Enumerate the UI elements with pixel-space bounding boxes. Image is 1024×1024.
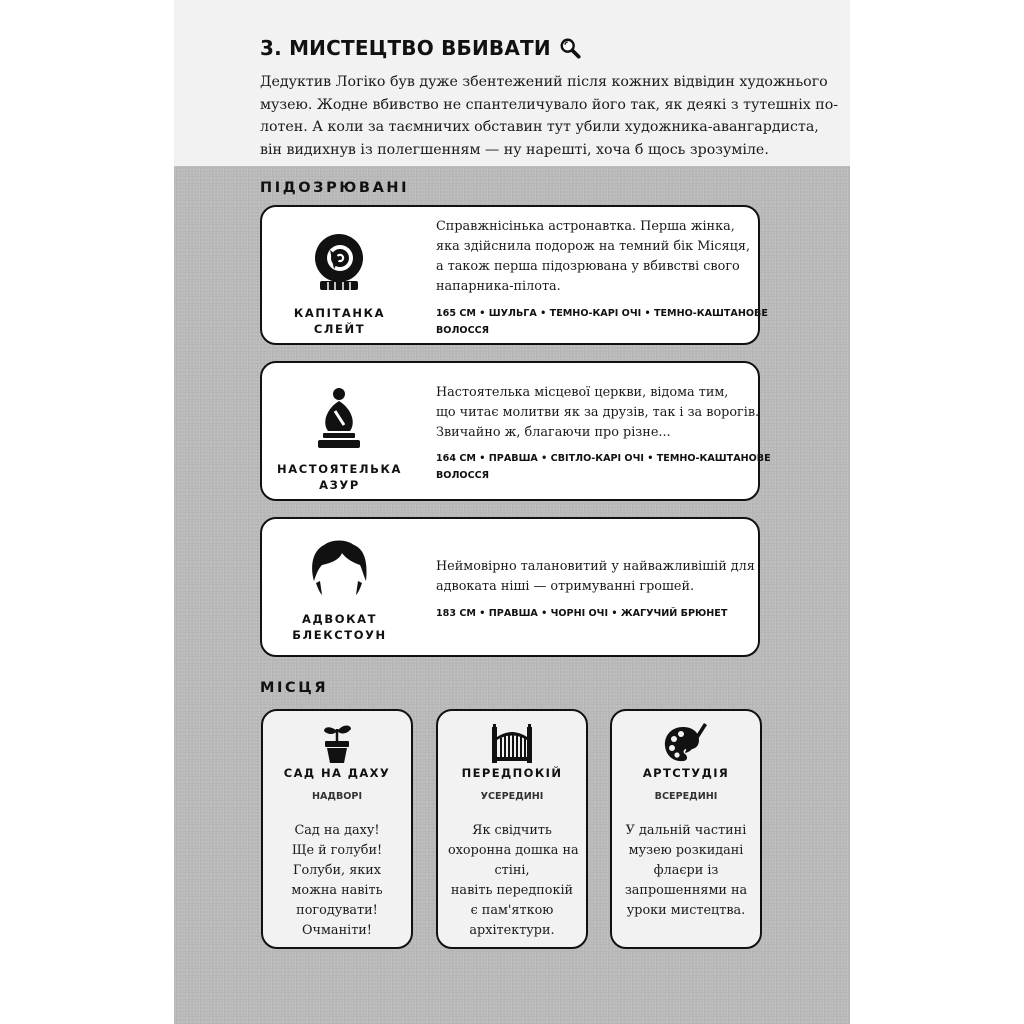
description-line: Справжнісінька астронавтка. Перша жінка, [436,219,735,234]
suspect-description [436,557,755,597]
place-environment: УСЕРЕДИНІ [480,791,544,802]
stats-line: 183 СМ • ПРАВША • ЧОРНІ ОЧІ • ЖАГУЧИЙ БРЮНЕТ [436,608,728,619]
description-line: можна навіть [291,883,383,898]
intro-line: Дедуктив Логіко був дуже збентежений після кожних відвідин художнього [260,74,828,90]
chapter-title [260,36,581,60]
intro-line: музею. Жодне вбивство не спантеличувало його так, як деякі з тутешніх по- [260,96,839,113]
description-line: є пам'яткою [470,903,554,918]
description-line: флаєри із [653,863,719,878]
description-line: навіть передпокій [450,883,574,898]
suspect-card-advocate-blackstone [260,517,760,657]
place-description [622,821,750,921]
place-environment: ВСЕРЕДИНІ [654,791,718,802]
place-name: ПЕРЕДПОКІЙ [461,766,563,780]
places-heading: МІСЦЯ [260,680,329,696]
palette-icon [663,723,709,765]
suspect-name-line: СЛЕЙТ [313,322,366,336]
place-card-roof-garden [261,709,413,949]
place-description [448,821,579,941]
description-line: Сад на даху! [294,823,380,838]
description-line: музею розкидані [628,843,744,858]
stats-line: 164 СМ • ПРАВША • СВІТЛО-КАРІ ОЧІ • ТЕМНО-КАШТАНОВЕ [436,453,771,464]
suspect-stats [436,305,768,339]
suspect-name [262,305,417,337]
description-line: Звичайно ж, благаючи про різне... [436,425,671,440]
description-line: а також перша підозрювана у вбивстві свого [436,259,740,274]
intro-line: лотен. А коли за таємничих обставин тут убили художника-авангардиста, [260,119,819,135]
description-line: Очманіти! [302,923,372,938]
chess-bishop-icon [306,385,372,451]
suspect-name-line: НАСТОЯТЕЛЬКА [277,462,402,476]
description-line: Як свідчить [472,823,552,838]
description-line: У дальній частині [625,823,747,838]
description-line: яка здійснила подорож на темний бік Місяця, [436,239,751,254]
description-line: Голуби, яких [292,863,382,878]
place-environment: НАДВОРІ [311,791,363,802]
suspect-name-line: АЗУР [319,478,360,492]
description-line: погодувати! [296,903,378,918]
suspect-card-abbess-azure [260,361,771,501]
chapter-intro [174,0,850,166]
place-card-art-studio [610,709,762,949]
description-line: що читає молитви як за друзів, так і за ворогів. [436,405,760,420]
suspects-heading: ПІДОЗРЮВАНІ [260,180,410,196]
description-line: запрошеннями на [624,883,748,898]
place-description [273,821,401,941]
suspect-stats [436,605,748,622]
suspect-card-captain-slate [260,205,768,345]
place-name: АРТСТУДІЯ [642,766,730,780]
place-name: САД НА ДАХУ [283,766,391,780]
intro-paragraph [260,71,839,161]
suspect-description [436,383,760,443]
suspect-name-line: АДВОКАТ [301,612,378,626]
description-line: адвоката ніші — отримуванні грошей. [436,579,695,594]
description-line: уроки мистецтва. [626,903,746,918]
suspect-name-line: БЛЕКСТОУН [292,628,387,642]
description-line: Ще й голуби! [291,843,383,858]
place-card-hallway [436,709,588,949]
hair-icon [306,537,372,603]
gate-icon [489,723,535,765]
suspect-name-line: КАПІТАНКА [293,306,386,320]
stats-line: 165 СМ • ШУЛЬГА • ТЕМНО-КАРІ ОЧІ • ТЕМНО-КАШТАНОВЕ [436,308,768,319]
suspect-description [436,217,751,297]
suspect-name [262,611,417,643]
description-line: Неймовірно талановитий у найважливішій для [436,559,755,574]
description-line: охоронна дошка на [448,843,579,858]
description-line: Настоятелька місцевої церкви, відома тим, [436,385,729,400]
description-line: архітектури. [469,923,555,938]
magnifier-icon [559,37,581,59]
intro-line: він видихнув із полегшенням — ну нарешті, хоча б щось зрозуміле. [260,141,769,158]
astronaut-helmet-icon [306,229,372,295]
description-line: стіні, [494,863,530,878]
stats-line: ВОЛОССЯ [436,470,490,481]
stats-line: ВОЛОССЯ [436,325,490,336]
book-page [174,0,850,1024]
suspect-stats [436,450,771,484]
description-line: напарника-пілота. [436,279,561,294]
potted-plant-icon [314,723,360,765]
suspect-name [262,461,417,493]
chapter-title-text: 3. МИСТЕЦТВО ВБИВАТИ [260,36,551,60]
